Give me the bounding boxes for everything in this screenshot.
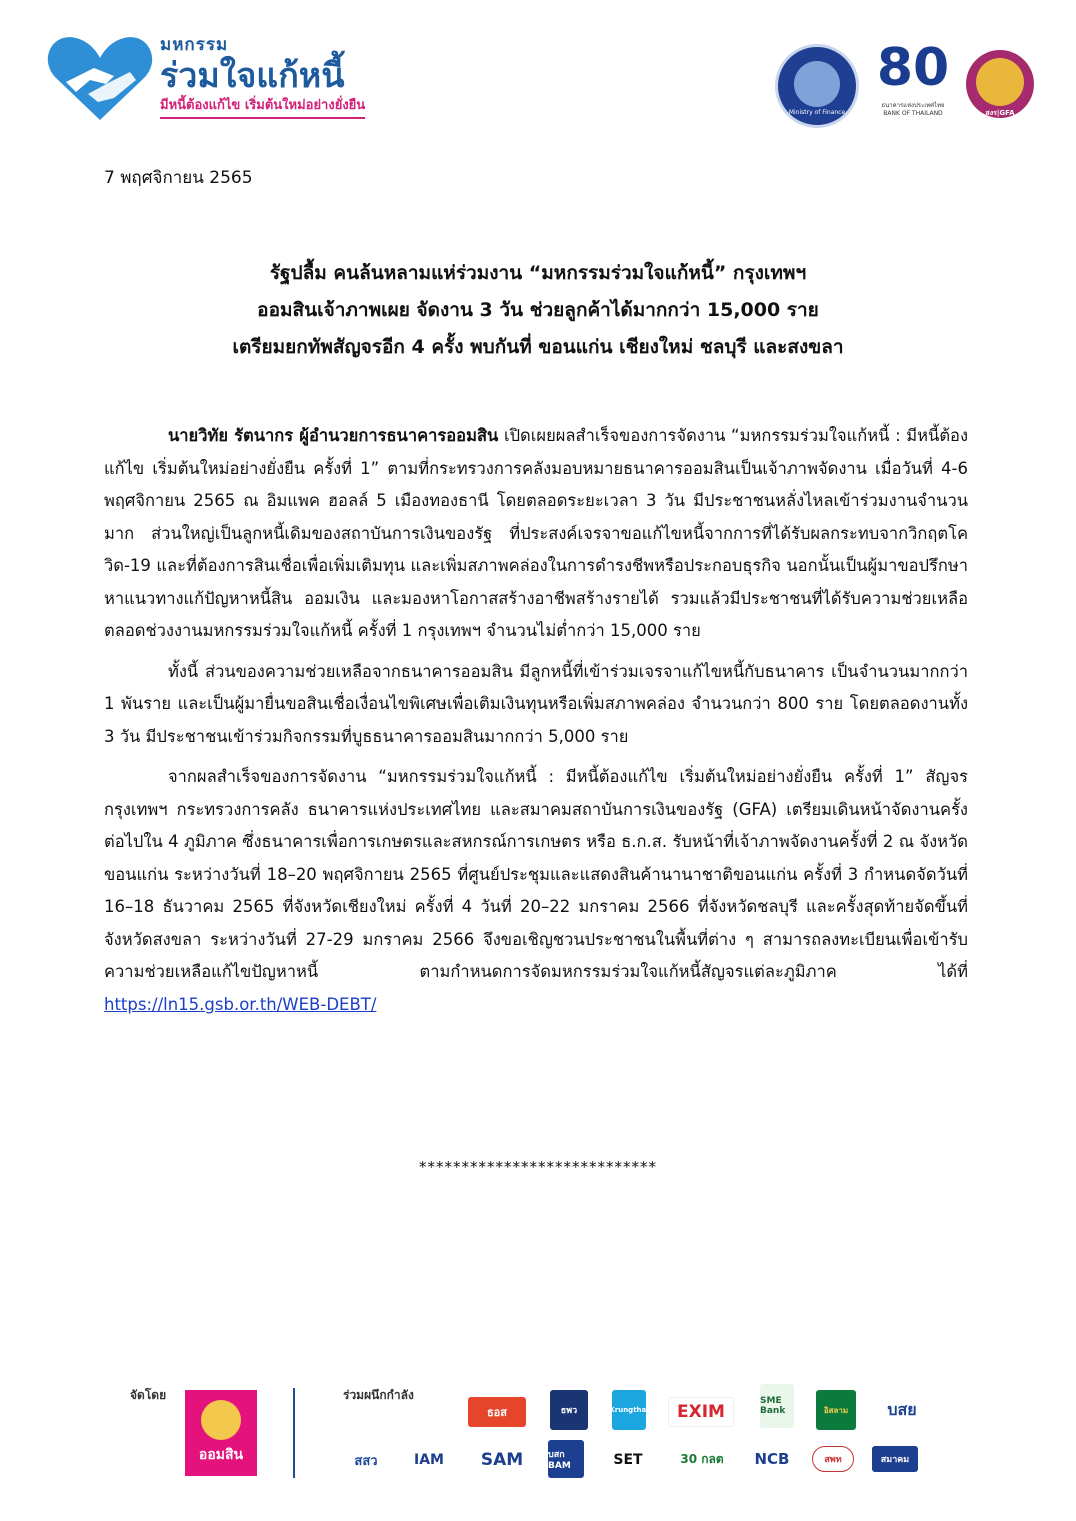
footer-divider	[293, 1388, 295, 1478]
paragraph-1-text: เปิดเผยผลสำเร็จของการจัดงาน “มหกรรมร่วมใจแก้หนี้ : มีหนี้ต้องแก้ไข เริ่มต้นใหม่อย่างยั่งยืน ครั้งที่ 1” ตามที่กระทรวงการคลังมอบหมายธนาคารออมสินเป็นเจ้าภาพจัดงาน เมื่อวันที่ 4-6 พฤศจิกายน 2565 ณ อิมแพค ฮอลล์ 5 เมืองทองธานี โดยตลอดระยะเวลา 3 วัน มีประชาชนหลั่งไหลเข้าร่วมงานจำนวนมาก ส่วนใหญ่เป็นลูกหนี้เดิมของสถาบันการเงินของรัฐ ที่ประสงค์เจรจาขอแก้ไขหนี้จากการที่ได้รับผลกระทบจากวิกฤตโควิด-19 และที่ต้องการสินเชื่อเพื่อเพิ่มเติมทุน และเพิ่มสภาพคล่องในการดำรงชีพหรือประกอบธุรกิจ นอกนั้นเป็นผู้มาขอปรึกษาหาแนวทางแก้ปัญหาหนี้สิน ออมเงิน และมองหาโอกาสสร้างอาชีพสร้างรายได้ รวมแล้วมีประชาชนที่ได้รับความช่วยเหลือตลอดช่วงงานมหกรรมร่วมใจแก้หนี้ ครั้งที่ 1 กรุงเทพฯ จำนวนไม่ต่ำกว่า 15,000 ราย	[104, 426, 969, 640]
bank-of-thailand-80-logo	[876, 36, 950, 126]
partner-logo-ghb: ธอส	[468, 1397, 526, 1427]
speaker-name: นายวิทัย รัตนากร ผู้อำนวยการธนาคารออมสิน	[168, 426, 499, 445]
paragraph-2: ทั้งนี้ ส่วนของความช่วยเหลือจากธนาคารออมสิน มีลูกหนี้ที่เข้าร่วมเจรจาแก้ไขหนี้กับธนาคาร เป็นจำนวนมากกว่า 1 พันราย และเป็นผู้มายื่นขอสินเชื่อเงื่อนไขพิเศษเพื่อเติมเงินทุนหรือเพิ่มสภาพคล่อง จำนวนกว่า 800 ราย โดยตลอดงานทั้ง 3 วัน มีประชาชนเข้าร่วมกิจกรรมที่บูธธนาคารออมสินมากกว่า 5,000 ราย	[104, 661, 968, 746]
partner-logo-bam: บสก BAM	[548, 1440, 584, 1478]
partner-label: ร่วมผนึกกำลัง	[343, 1388, 414, 1402]
brand-tagline: มีหนี้ต้องแก้ไข เริ่มต้นใหม่อย่างยั่งยืน	[160, 96, 365, 119]
mof-seal-text: Ministry of Finance	[788, 109, 846, 116]
partner-logo-smebank-thai: ธพว	[550, 1390, 588, 1430]
headline-line-2: ออมสินเจ้าภาพเผย จัดงาน 3 วัน ช่วยลูกค้าได้มากกว่า 15,000 ราย	[257, 299, 819, 321]
article-body	[104, 420, 968, 1029]
bot-caption-en: BANK OF THAILAND	[883, 110, 943, 117]
ministry-of-finance-seal	[775, 44, 859, 128]
partner-logo-osmep: สสว	[354, 1453, 378, 1469]
headline-line-1: รัฐปลื้ม คนล้นหลามแห่ร่วมงาน “มหกรรมร่วมใจแก้หนี้” กรุงเทพฯ	[269, 262, 807, 284]
gfa-emblem-icon	[976, 58, 1024, 106]
brand-small-text: มหกรรม	[160, 35, 229, 55]
partner-logo-set: SET	[613, 1452, 643, 1468]
brand-title: ร่วมใจแก้หนี้	[160, 56, 345, 96]
event-logo	[44, 28, 394, 128]
heart-hands-icon	[44, 32, 156, 124]
paragraph-3-text: จากผลสำเร็จของการจัดงาน “มหกรรมร่วมใจแก้หนี้ : มีหนี้ต้องแก้ไข เริ่มต้นใหม่อย่างยั่งยืน ครั้งที่ 1” สัญจร กรุงเทพฯ กระทรวงการคลัง ธนาคารแห่งประเทศไทย และสมาคมสถาบันการเงินของรัฐ (GFA) เตรียมเดินหน้าจัดงานครั้งต่อไปใน 4 ภูมิภาค ซึ่งธนาคารเพื่อการเกษตรและสหกรณ์การเกษตร หรือ ธ.ก.ส. รับหน้าที่เจ้าภาพจัดงานครั้งที่ 2 ณ จังหวัดขอนแก่น ระหว่างวันที่ 18–20 พฤศจิกายน 2565 ที่ศูนย์ประชุมและแสดงสินค้านานาชาติขอนแก่น ครั้งที่ 3 กำหนดจัดวันที่ 16–18 ธันวาคม 2565 ที่จังหวัดเชียงใหม่ ครั้งที่ 4 วันที่ 20–22 มกราคม 2566 ที่จังหวัดชลบุรี และครั้งสุดท้ายจัดขึ้นที่จังหวัดสงขลา ระหว่างวันที่ 27-29 มกราคม 2566 จึงขอเชิญชวนประชาชนในพื้นที่ต่าง ๆ สามารถลงทะเบียนเพื่อเข้ารับความช่วยเหลือแก้ไขปัญหาหนี้ ตามกำหนดการจัดมหกรรมร่วมใจแก้หนี้สัญจรแต่ละภูมิภาค ได้ที่	[104, 767, 968, 981]
paragraph-1	[104, 420, 968, 648]
partner-logo-association: สพท	[812, 1446, 854, 1472]
partner-logo-sme-bank: SME Bank	[760, 1384, 794, 1428]
partner-logo-exim: EXIM	[668, 1397, 734, 1427]
partner-logo-krungthai: Krungthai	[612, 1390, 646, 1430]
partner-logo-iam: IAM	[414, 1452, 444, 1468]
gsb-logo	[185, 1390, 257, 1476]
partner-logo-sec: 30 กลต	[680, 1451, 724, 1466]
headline	[80, 255, 996, 366]
partner-logo-thai-bankers: สมาคม	[872, 1446, 918, 1472]
gsb-medal-icon	[201, 1400, 241, 1440]
headline-line-3: เตรียมยกทัพสัญจรอีก 4 ครั้ง พบกันที่ ขอนแก่น เชียงใหม่ ชลบุรี และสงขลา	[232, 336, 844, 358]
bot-caption-th: ธนาคารแห่งประเทศไทย	[881, 102, 945, 109]
gfa-seal-text: สงร|GFA	[985, 109, 1015, 117]
partner-logo-sam: SAM	[480, 1450, 524, 1470]
press-date: 7 พฤศจิกายน 2565	[104, 168, 253, 188]
gsb-name: ออมสิน	[198, 1447, 244, 1463]
garuda-emblem-icon	[794, 61, 840, 107]
organizer-label: จัดโดย	[130, 1388, 167, 1402]
bot-anniversary-number: 80	[876, 38, 950, 98]
registration-link[interactable]: https://ln15.gsb.or.th/WEB-DEBT/	[104, 994, 377, 1014]
partner-logo-tcg: บสย	[876, 1390, 928, 1430]
partner-logo-islamic-bank: อิสลาม	[816, 1390, 856, 1430]
partner-logo-ncb: NCB	[754, 1450, 790, 1468]
gfa-seal	[966, 50, 1034, 118]
end-marker: ****************************	[419, 1158, 657, 1176]
paragraph-3	[104, 761, 968, 1021]
